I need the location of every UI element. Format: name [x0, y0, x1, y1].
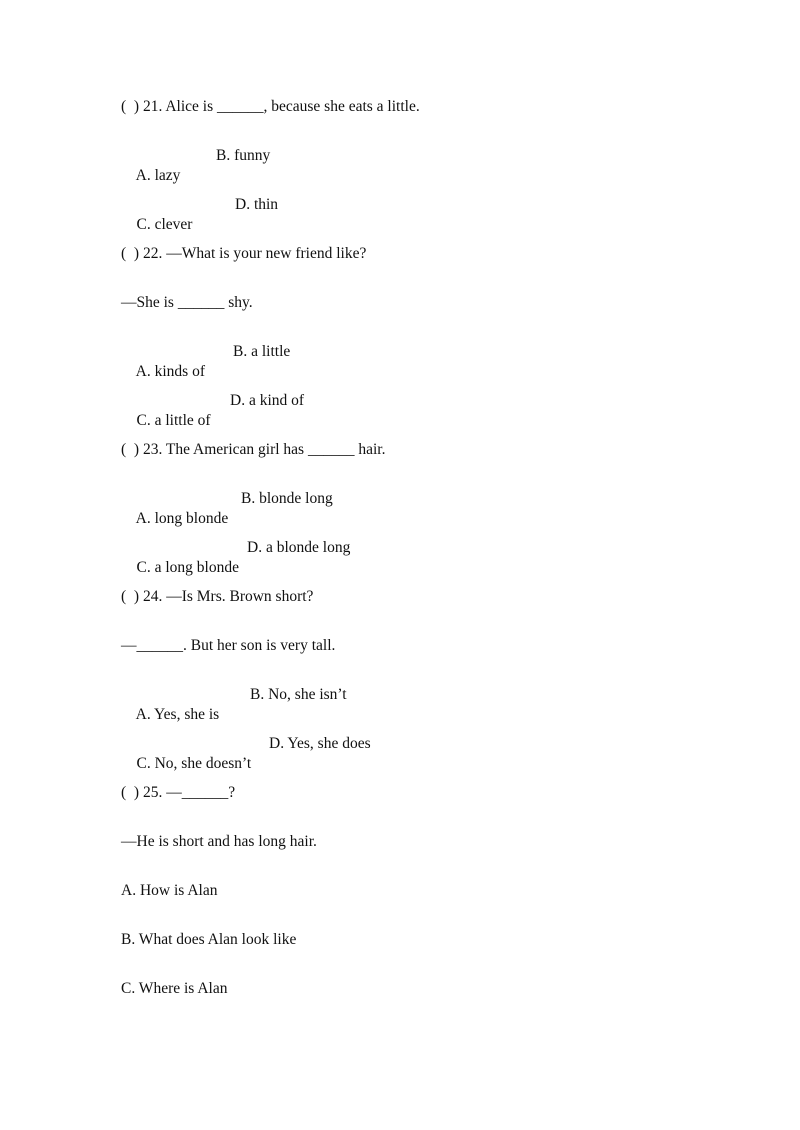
question-22-stem: ( ) 22. —What is your new friend like?	[121, 245, 367, 262]
question-21-option-a: A. lazy	[135, 167, 181, 184]
question-23-option-b: B. blonde long	[241, 490, 333, 507]
question-23-option-a: A. long blonde	[135, 510, 229, 527]
question-25-option-a: A. How is Alan	[121, 882, 218, 899]
question-22-option-c: C. a little of	[136, 412, 211, 429]
question-25-reply: —He is short and has long hair.	[121, 833, 317, 850]
question-22-option-b: B. a little	[233, 343, 291, 360]
question-21-option-b: B. funny	[216, 147, 271, 164]
question-24-option-b: B. No, she isn’t	[250, 686, 347, 703]
question-25-stem: ( ) 25. —______?	[121, 784, 236, 801]
question-21-option-c: C. clever	[136, 216, 193, 233]
question-24-stem: ( ) 24. —Is Mrs. Brown short?	[121, 588, 314, 605]
question-22-reply: —She is ______ shy.	[121, 294, 253, 311]
question-23-option-c: C. a long blonde	[136, 559, 239, 576]
question-24-option-c: C. No, she doesn’t	[136, 755, 252, 772]
question-25-option-b: B. What does Alan look like	[121, 931, 297, 948]
question-24-option-a: A. Yes, she is	[135, 706, 220, 723]
question-25-option-c: C. Where is Alan	[121, 980, 228, 997]
question-24-option-d: D. Yes, she does	[269, 735, 371, 752]
question-22-option-a: A. kinds of	[135, 363, 205, 380]
question-22-option-d: D. a kind of	[230, 392, 305, 409]
question-21-option-d: D. thin	[235, 196, 279, 213]
question-21-stem: ( ) 21. Alice is ______, because she eats a little.	[121, 98, 420, 115]
question-23-stem: ( ) 23. The American girl has ______ hair.	[121, 441, 386, 458]
question-23-option-d: D. a blonde long	[247, 539, 351, 556]
question-24-reply: —______. But her son is very tall.	[121, 637, 336, 654]
